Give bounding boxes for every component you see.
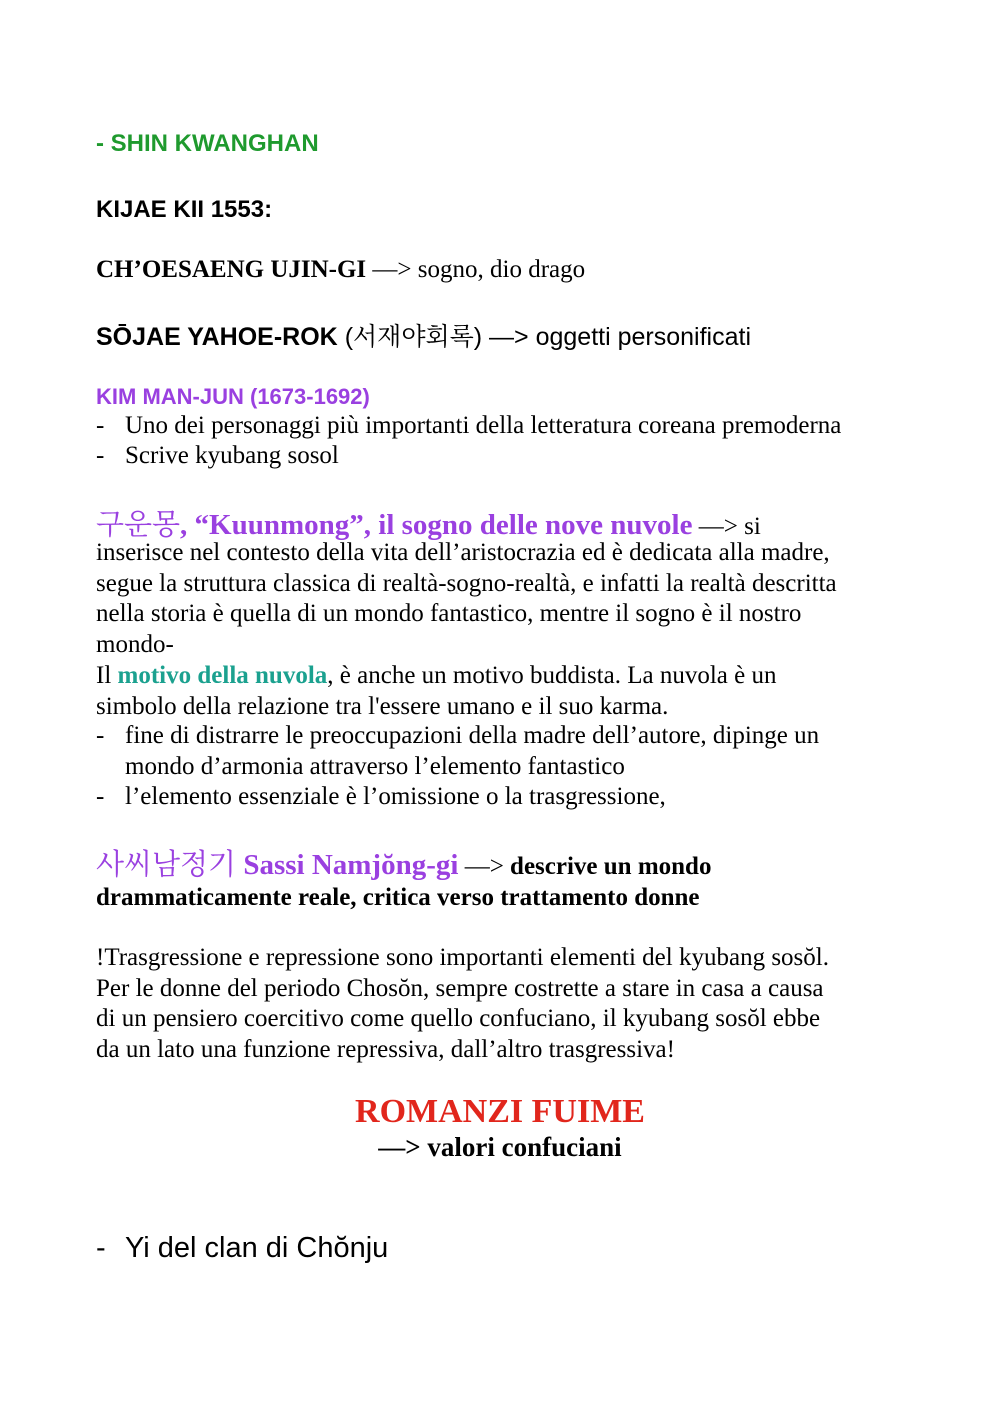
- paragraph-line: segue la struttura classica di realtà-sogno-realtà, e infatti la realtà descritta: [96, 569, 837, 597]
- bullet-dash: -: [96, 412, 105, 439]
- sassi-arrow: —>: [458, 853, 511, 880]
- paragraph-line: nella storia è quella di un mondo fantastico, mentre il sogno è il nostro: [96, 600, 802, 627]
- sassi-hangul: 사씨남정기: [96, 847, 237, 881]
- text-run: Il: [96, 662, 118, 689]
- sassi-desc-continued: drammaticamente reale, critica verso trattamento donne: [96, 884, 700, 911]
- kuunmong-heading: [96, 502, 761, 543]
- heading-romanzi-fiume: ROMANZI FUIME: [355, 1093, 645, 1130]
- kuunmong-hangul: 구운몽: [96, 507, 181, 541]
- kuunmong-title: , “Kuunmong”, il sogno delle nove nuvole: [180, 509, 693, 541]
- sassi-title: Sassi Namjŏng-gi: [236, 849, 459, 881]
- heading-kim-man-jun: KIM MAN-JUN (1673-1692): [96, 384, 370, 409]
- entry-sojae: [96, 317, 751, 353]
- kuunmong-paragraph: [96, 538, 837, 660]
- entry-desc: —> sogno, dio drago: [366, 256, 586, 283]
- paragraph-line: da un lato una funzione repressiva, dall’altro trasgressiva!: [96, 1035, 675, 1063]
- heading-kijae: KIJAE KII 1553:: [96, 196, 273, 223]
- bullet-dash: -: [96, 442, 105, 469]
- bullet-dash: -: [96, 783, 105, 810]
- entry-title: SŌJAE YAHOE-ROK: [96, 323, 338, 351]
- highlight-motivo-nuvola: motivo della nuvola: [117, 662, 328, 689]
- paragraph-line: inserisce nel contesto della vita dell’aristocrazia ed è dedicata alla madre,: [96, 539, 830, 566]
- subheading-valori-confuciani: —> valori confuciani: [378, 1132, 622, 1162]
- sassi-heading: [96, 842, 711, 883]
- list-item-text-continued: mondo d’armonia attraverso l’elemento fantastico: [125, 753, 625, 780]
- list-item-text: fine di distrarre le preoccupazioni della madre dell’autore, dipinge un: [125, 722, 820, 749]
- bullet-dash: -: [96, 1232, 106, 1264]
- heading-shin-kwanghan: - SHIN KWANGHAN: [96, 130, 319, 157]
- bullet-dash: -: [96, 722, 105, 749]
- nuvola-paragraph: [96, 661, 776, 722]
- list-item-text: l’elemento essenziale è l’omissione o la trasgressione,: [125, 783, 666, 810]
- paragraph-line: !Trasgressione e repressione sono importanti elementi del kyubang sosŏl.: [96, 944, 829, 971]
- paragraph-line: simbolo della relazione tra l'essere umano e il suo karma.: [96, 692, 669, 720]
- sassi-desc: descrive un mondo: [510, 853, 712, 880]
- entry-title: CH’OESAENG UJIN-GI: [96, 256, 367, 283]
- entry-desc: (서재야회록) —> oggetti personificati: [337, 323, 751, 351]
- list-item-text: Uno dei personaggi più importanti della letteratura coreana premoderna: [125, 412, 842, 439]
- text-run: , è anche un motivo buddista. La nuvola è un: [327, 662, 777, 689]
- list-item-text: Scrive kyubang sosol: [125, 442, 339, 469]
- paragraph-line: di un pensiero coercitivo come quello confuciano, il kyubang sosŏl ebbe: [96, 1005, 821, 1032]
- paragraph-line: [96, 661, 776, 692]
- entry-choesaeng: [96, 256, 585, 284]
- paragraph-line: Per le donne del periodo Chosŏn, sempre costrette a stare in casa a causa: [96, 974, 824, 1002]
- trasgressione-paragraph: [96, 943, 829, 1065]
- list-item-text: Yi del clan di Chŏnju: [125, 1232, 389, 1264]
- paragraph-line: mondo-: [96, 630, 174, 658]
- kuunmong-arrow: —> si: [692, 513, 761, 540]
